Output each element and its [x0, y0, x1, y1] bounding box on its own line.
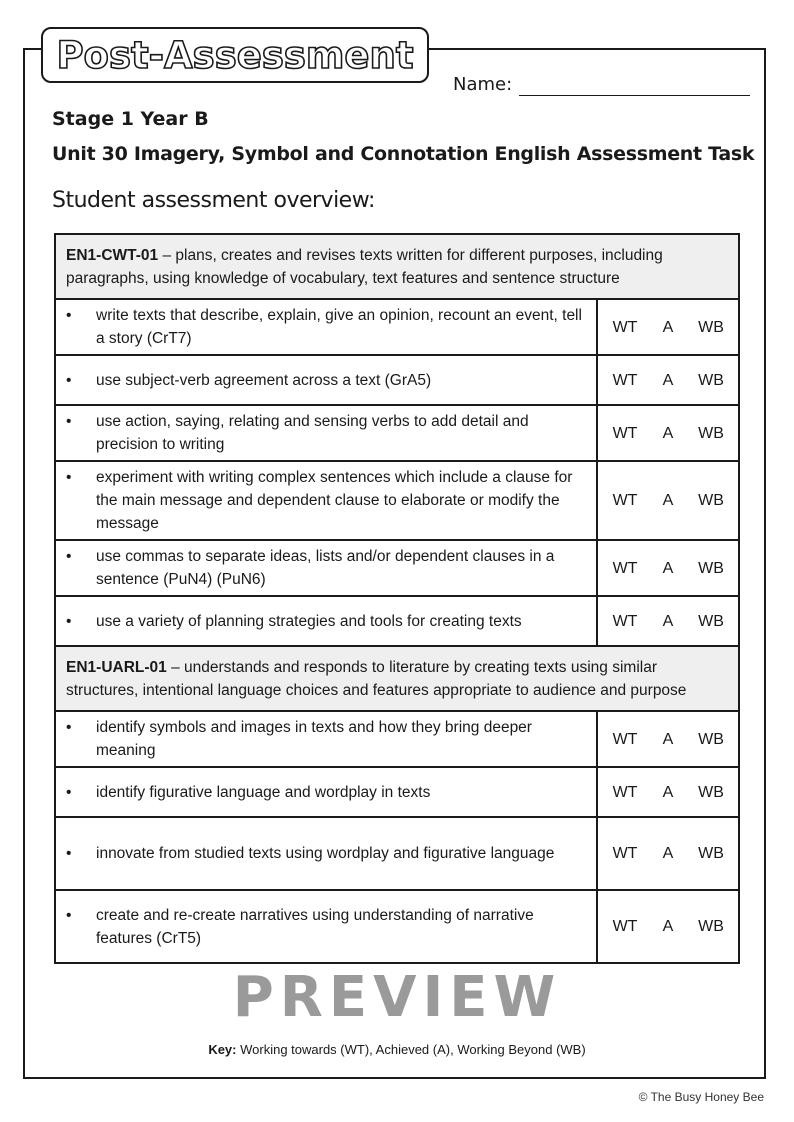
bullet-icon: • — [66, 906, 72, 924]
name-field[interactable] — [519, 95, 750, 96]
indicator-cell — [55, 890, 597, 963]
mark-a[interactable]: A — [662, 730, 674, 748]
marks-cell — [597, 767, 739, 817]
mark-wb[interactable]: WB — [698, 612, 724, 630]
indicator-cell — [55, 405, 597, 461]
key-text: Working towards (WT), Achieved (A), Working Beyond (WB) — [236, 1042, 586, 1057]
mark-a[interactable]: A — [662, 559, 674, 577]
mark-wb[interactable]: WB — [698, 424, 724, 442]
mark-wt[interactable]: WT — [612, 424, 638, 442]
indicator-row — [55, 767, 739, 817]
marks-cell — [597, 405, 739, 461]
indicator-text: use subject-verb agreement across a text (GrA5) — [96, 371, 432, 389]
indicator-text: identify symbols and images in texts and how they bring deeper meaning — [96, 719, 532, 759]
mark-wb[interactable]: WB — [698, 559, 724, 577]
mark-wb[interactable]: WB — [698, 845, 724, 862]
indicator-cell — [55, 355, 597, 405]
marks-cell — [597, 299, 739, 355]
mark-wt[interactable]: WT — [612, 612, 638, 630]
indicator-cell — [55, 767, 597, 817]
page-title: Post-Assessment — [56, 33, 414, 77]
indicator-row — [55, 299, 739, 355]
outcome-row — [55, 646, 739, 711]
indicator-row — [55, 596, 739, 646]
mark-a[interactable]: A — [662, 845, 674, 862]
unit-heading: Unit 30 Imagery, Symbol and Connotation English Assessment Task — [52, 143, 755, 165]
indicator-text: create and re-create narratives using understanding of narrative features (CrT5) — [96, 906, 534, 947]
marks-cell — [597, 540, 739, 596]
mark-a[interactable]: A — [662, 492, 674, 509]
assessment-table — [54, 233, 740, 964]
mark-wt[interactable]: WT — [612, 318, 638, 336]
indicator-text: use commas to separate ideas, lists and/or dependent clauses in a sentence (PuN4) (PuN6) — [96, 548, 555, 588]
mark-wt[interactable]: WT — [612, 371, 638, 389]
outcome-code: EN1-CWT-01 — [66, 247, 159, 264]
bullet-icon: • — [66, 719, 72, 736]
outcome-cell — [55, 234, 739, 299]
indicator-row — [55, 461, 739, 540]
mark-a[interactable]: A — [662, 612, 674, 630]
key-label: Key: — [208, 1042, 237, 1057]
bullet-icon: • — [66, 413, 72, 430]
indicator-text: experiment with writing complex sentences which include a clause for the main message and dependent clause to elaborate or modify the message — [96, 469, 573, 532]
indicator-text: use a variety of planning strategies and tools for creating texts — [96, 612, 522, 630]
marks-cell — [597, 817, 739, 890]
indicator-row — [55, 711, 739, 767]
stage-heading: Stage 1 Year B — [52, 108, 209, 130]
outcome-row — [55, 234, 739, 299]
mark-wt[interactable]: WT — [612, 730, 638, 748]
key-legend — [0, 1042, 794, 1057]
indicator-cell — [55, 540, 597, 596]
watermark-text: PREVIEW — [232, 965, 562, 1030]
indicator-row — [55, 540, 739, 596]
outcome-code: EN1-UARL-01 — [66, 659, 167, 676]
mark-wb[interactable]: WB — [698, 783, 724, 801]
indicator-text: identify figurative language and wordplay in texts — [96, 783, 431, 801]
mark-wt[interactable]: WT — [612, 783, 638, 801]
bullet-icon: • — [66, 845, 72, 862]
mark-wt[interactable]: WT — [612, 492, 638, 509]
mark-wt[interactable]: WT — [612, 845, 638, 862]
bullet-icon: • — [66, 548, 72, 565]
bullet-icon: • — [66, 469, 72, 486]
indicator-cell — [55, 461, 597, 540]
indicator-row — [55, 355, 739, 405]
indicator-cell — [55, 817, 597, 890]
indicator-cell — [55, 299, 597, 355]
outcome-description: – understands and responds to literature by creating texts using similar structures, intentional language choices and features appropriate to audience and purpose — [66, 659, 687, 699]
overview-heading: Student assessment overview: — [52, 188, 375, 213]
mark-wt[interactable]: WT — [612, 559, 638, 577]
indicator-row — [55, 817, 739, 890]
name-label: Name: — [453, 74, 513, 95]
bullet-icon: • — [66, 783, 72, 801]
bullet-icon: • — [66, 612, 72, 630]
indicator-text: use action, saying, relating and sensing verbs to add detail and precision to writing — [96, 413, 529, 453]
mark-a[interactable]: A — [662, 918, 674, 935]
marks-cell — [597, 461, 739, 540]
copyright-notice: © The Busy Honey Bee — [638, 1090, 764, 1104]
marks-cell — [597, 355, 739, 405]
marks-cell — [597, 711, 739, 767]
marks-cell — [597, 596, 739, 646]
indicator-row — [55, 890, 739, 963]
mark-wb[interactable]: WB — [698, 492, 724, 509]
mark-a[interactable]: A — [662, 424, 674, 442]
outcome-cell — [55, 646, 739, 711]
title-banner — [41, 27, 429, 83]
bullet-icon: • — [66, 371, 72, 389]
mark-a[interactable]: A — [662, 318, 674, 336]
mark-wb[interactable]: WB — [698, 318, 724, 336]
mark-wb[interactable]: WB — [698, 730, 724, 748]
outcome-description: – plans, creates and revises texts written for different purposes, including paragraphs, using knowledge of vocabulary, text features and sentence structure — [66, 247, 663, 287]
indicator-cell — [55, 711, 597, 767]
mark-a[interactable]: A — [662, 783, 674, 801]
mark-wb[interactable]: WB — [698, 371, 724, 389]
marks-cell — [597, 890, 739, 963]
mark-wt[interactable]: WT — [612, 918, 638, 935]
mark-a[interactable]: A — [662, 371, 674, 389]
indicator-cell — [55, 596, 597, 646]
indicator-text: write texts that describe, explain, give an opinion, recount an event, tell a story (CrT7) — [96, 307, 582, 347]
indicator-row — [55, 405, 739, 461]
mark-wb[interactable]: WB — [698, 918, 724, 935]
bullet-icon: • — [66, 307, 72, 324]
indicator-text: innovate from studied texts using wordplay and figurative language — [96, 845, 555, 862]
